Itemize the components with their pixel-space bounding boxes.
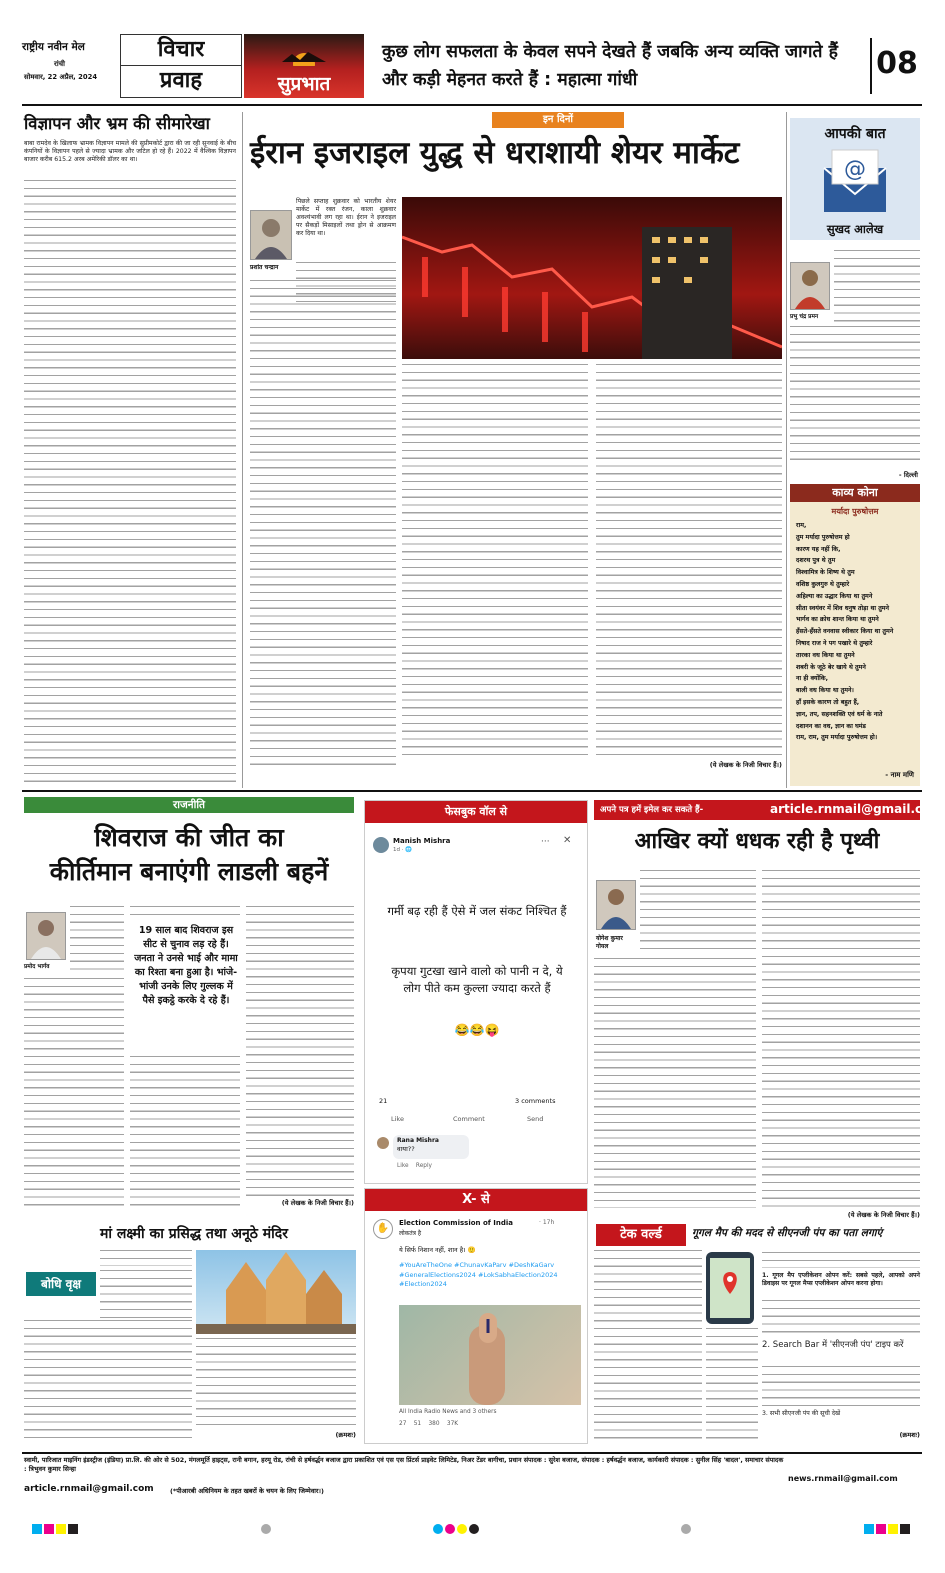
- masthead-rule: [22, 104, 922, 106]
- paper-name: राष्ट्रीय नवीन मेल: [22, 41, 85, 53]
- kavya-kona-title: काव्य कोना: [790, 484, 920, 502]
- x-handle: · 17h: [539, 1219, 555, 1226]
- city: रांची: [54, 60, 65, 68]
- sunrise-icon: [282, 44, 326, 66]
- x-stats[interactable]: 27 51 380 37K: [399, 1421, 459, 1427]
- fb-reply-actions[interactable]: Like Reply: [397, 1163, 432, 1169]
- poem-line: दशानन का वध, ज्ञान का घमंड: [796, 722, 866, 730]
- rajniti-headline-1: शिवराज की जीत का: [94, 823, 284, 852]
- letter-body-b: [790, 326, 920, 466]
- letter-writer-photo: [790, 262, 830, 310]
- suprabhat-title: सुप्रभात: [277, 73, 331, 95]
- temple-col1-c: [24, 1320, 192, 1440]
- earth-author: योगेश कुमार गोयल: [596, 935, 623, 950]
- letter-place: - दिल्ली: [898, 471, 918, 479]
- rajniti-col2-a: [130, 906, 240, 920]
- fb-user[interactable]: Manish Mishra: [393, 837, 451, 845]
- facebook-panel: [364, 800, 588, 1184]
- tech-col1-a: [594, 1250, 702, 1440]
- fb-send-button[interactable]: Send: [527, 1115, 544, 1123]
- x-footer: All India Radio News and 3 others: [399, 1409, 497, 1415]
- rajniti-note: (ये लेखक के निजी विचार हैं।): [281, 1199, 354, 1207]
- tech-phone-image: [706, 1252, 754, 1324]
- mid-rule: [22, 790, 922, 792]
- footer-email[interactable]: news.rnmail@gmail.com: [788, 1474, 898, 1483]
- fb-more-icon[interactable]: ···: [541, 837, 550, 847]
- fb-emoji: 😂😂😝: [454, 1023, 500, 1037]
- vichar-box: [120, 34, 242, 98]
- x-account[interactable]: Election Commission of India: [399, 1219, 513, 1227]
- x-hashtags[interactable]: #YouAreTheOne #ChunavKaParv #DeshKaGarv #GeneralElections2024 #LokSabhaElection2024 #Election2024: [399, 1261, 558, 1288]
- left-article-title: विज्ञापन और भ्रम की सीमारेखा: [24, 114, 210, 133]
- poem-line: निषाद राज ने पग पखारे थे तुम्हारे: [796, 639, 873, 647]
- left-article-body: [24, 180, 236, 783]
- rajniti-col2-b: [130, 1056, 240, 1206]
- temple-col1-b: [100, 1270, 192, 1318]
- fb-reply-user[interactable]: Rana Mishra: [397, 1137, 439, 1144]
- quote-divider: [870, 38, 872, 94]
- email-bar-prefix: अपने पत्र हमें इमेल कर सकते हैं-: [600, 805, 704, 815]
- rajniti-col3: [246, 906, 354, 1196]
- fb-reply-avatar[interactable]: [377, 1137, 389, 1149]
- footer-imprint: स्वामी, पारिजात माइनिंग इंडस्ट्रीज (इंडिया) प्रा.लि. की ओर से 502, मंगलमूर्ति हाइट्स, रानी बगान, हरमू रोड, रांची से हर्षवर्द्धन बजाज द्वारा प्रकाशित एवं एस एस प्रिंटर्स प्राइवेट लिमिटेड, निअर टेंडर बागीचा, प्रधान संपादक : सुरेश बजाज, संपादक : हर्षवर्द्धन बजाज, कार्यकारी संपादक : सुनील सिंह 'बादल', समाचार संपादक : त्रिभुवन कुमार सिन्हा: [24, 1456, 784, 1473]
- section-vichar: विचार: [157, 37, 205, 62]
- poem-line: तारका वध किया था तुमने: [796, 651, 855, 659]
- tech-point-3: 3. सभी सीएनजी पंप की सूची देखें: [762, 1410, 841, 1417]
- fb-close-icon[interactable]: ✕: [563, 835, 572, 846]
- main-opening: पिछले सप्ताह शुक्रवार को भारतीय शेयर मार्केट में रक्त रंजन, काला शुक्रवार अवश्यंभावी लग रहा था। ईरान ने इजराइल पर सैकड़ों मिसाइलों तथा ड्रोन से आक्रमण कर दिया था।: [296, 198, 396, 238]
- footer-rule: [22, 1452, 922, 1454]
- poem-line: तुम मर्यादा पुरुषोत्तम हो: [796, 533, 850, 541]
- bodhi-vriksh-label: बोधि वृक्ष: [26, 1272, 96, 1296]
- rajniti-author-photo: [26, 912, 66, 960]
- temple-col1-a: [100, 1250, 192, 1266]
- tech-point-1: 1. गूगल मैप एप्लीकेशन ओपन करें: सबसे पहले, आपको अपने डिवाइस पर गूगल मैप्स एप्लीकेशन ओपन करना होगा।: [762, 1272, 920, 1288]
- poem-line: हँसते-हँसते वनवास स्वीकार किया था तुमने: [796, 628, 894, 636]
- left-article-intro: बाबा रामदेव के खिलाफ भ्रामक विज्ञापन मामले की सुप्रीमकोर्ट द्वारा की जा रही सुनवाई के बीच कंपनियों के विज्ञापन पहले से ज्यादा भ्रामक और जटिल हो रहे हैं। 2022 में वैश्विक विज्ञापन बाजार करीब 615.2 अरब अमेरिकी डॉलर का था।: [24, 140, 236, 164]
- earth-col1-a: [640, 870, 756, 954]
- earth-col1-b: [594, 958, 756, 1208]
- email-bar: [594, 800, 943, 820]
- main-note: (ये लेखक के निजी विचार हैं।): [709, 761, 782, 769]
- tech-note: (क्रमशः): [899, 1431, 920, 1439]
- issue-date: सोमवार, 22 अप्रैल, 2024: [24, 73, 98, 81]
- poem-line: दशरथ पुत्र थे तुम: [796, 557, 836, 565]
- person-icon: [27, 913, 65, 959]
- fb-like-button[interactable]: Like: [391, 1115, 404, 1123]
- author-photo: [250, 210, 292, 260]
- letter-body-a: [834, 250, 920, 324]
- main-col1b-body: [250, 280, 396, 768]
- suprabhat-banner: [244, 34, 364, 98]
- tech-col1-b: [706, 1328, 758, 1440]
- main-col2-body: [402, 364, 588, 760]
- person-icon: [251, 211, 291, 259]
- kavya-kona-box: [790, 484, 920, 786]
- fb-reaction-count[interactable]: 21: [379, 1097, 388, 1105]
- main-col3-body: [596, 364, 782, 760]
- fb-post-line1: गर्मी बढ़ रही हैं ऐसे में जल संकट निश्चित हैं: [387, 904, 567, 918]
- poem-line: अहिल्या का उद्धार किया था तुमने: [796, 592, 873, 600]
- falling-chart-icon: [402, 197, 782, 359]
- poem-title: मर्यादा पुरुषोत्तम: [831, 507, 879, 516]
- temple-col2: [196, 1338, 356, 1430]
- earth-note: (ये लेखक के निजी विचार हैं।): [847, 1211, 920, 1219]
- fb-comment-button[interactable]: Comment: [453, 1115, 485, 1123]
- fb-reply-bubble: [393, 1135, 469, 1159]
- tech-col2-a: [762, 1252, 920, 1268]
- tech-label: टेक वर्ल्ड: [596, 1224, 686, 1246]
- main-headline: ईरान इजराइल युद्ध से धराशायी शेयर मार्केट: [250, 135, 740, 171]
- temple-image: [196, 1250, 356, 1334]
- tech-headline: गूगल मैप की मदद से सीएनजी पंप का पता लगाएं: [692, 1227, 883, 1239]
- aapki-baat-title: आपकी बात: [824, 126, 886, 142]
- x-tweet-text: ये सिर्फ निशान नहीं, शान है। 🙂: [399, 1246, 476, 1254]
- letter-writer-name: प्रभु चंद्र प्रमन: [790, 314, 819, 320]
- registration-marks: [22, 1520, 922, 1532]
- poet-name: - नाम मणि: [885, 771, 914, 779]
- x-tweet-image[interactable]: [399, 1305, 581, 1405]
- tech-col2-b: [762, 1300, 920, 1336]
- fb-avatar[interactable]: [373, 837, 389, 853]
- email-envelope-icon: [820, 148, 890, 214]
- poem-line: वशिष्ठ कुलगुरु थे तुम्हारे: [796, 580, 850, 588]
- rajniti-col1-b: [24, 978, 124, 1206]
- temple-icon: [196, 1250, 356, 1334]
- map-pin-icon: [706, 1252, 754, 1324]
- stock-chart-image: [402, 197, 782, 359]
- x-panel: [364, 1188, 588, 1444]
- gandhi-quote: कुछ लोग सफलता के केवल सपने देखते हैं जबकि अन्य व्यक्ति जागते हैं और कड़ी मेहनत करते हैं : महात्मा गांधी: [382, 42, 838, 90]
- rajniti-label: राजनीति: [24, 797, 354, 813]
- poem-line: राम,: [796, 522, 807, 529]
- rajniti-col1-a: [70, 906, 124, 976]
- rajniti-author: प्रमोद भार्गव: [24, 964, 50, 970]
- footer-prb-notice: (*पीआरबी अधिनियम के तहत खबरों के चयन के लिए जिम्मेवार।): [170, 1487, 324, 1495]
- poem-line: विश्वामित्र के शिष्य थे तुम: [796, 569, 855, 577]
- tech-col2-c: [762, 1366, 920, 1406]
- fb-comment-count[interactable]: 3 comments: [515, 1097, 556, 1105]
- temple-note: (क्रमशः): [335, 1431, 356, 1439]
- footer-article-email[interactable]: article.rnmail@gmail.com: [24, 1484, 154, 1494]
- poem-line: सीता स्वयंवर में शिव धनुष तोड़ा था तुमने: [796, 604, 890, 612]
- poem-lines: [790, 517, 920, 747]
- poem-line: कारण यह नहीं कि,: [796, 545, 841, 553]
- poem-line: हाँ इसके कारण तो बहुत हैं,: [796, 698, 860, 706]
- person-icon: [791, 263, 829, 309]
- earth-headline: आखिर क्यों धधक रही है पृथ्वी: [634, 829, 880, 854]
- in-dino-label: इन दिनों: [492, 112, 624, 128]
- section-pravah: प्रवाह: [121, 65, 241, 96]
- x-label: X- से: [365, 1189, 587, 1211]
- fb-post-line2: कृपया गुटखा खाने वालो को पानी न दे, ये लोग पीते कम कुल्ला ज्यादा करते हैं: [391, 964, 563, 995]
- poem-line: शबरी के जूठे बेर खाये थे तुमने: [796, 663, 866, 671]
- left-col-divider: [242, 112, 243, 788]
- email-bar-address[interactable]: article.rnmail@gmail.com: [770, 802, 943, 816]
- page-number: 08: [876, 46, 918, 81]
- temple-headline: मां लक्ष्मी का प्रसिद्ध तथा अनूठे मंदिर: [100, 1226, 288, 1242]
- poem-line: भार्गव का क्रोध शान्त किया था तुमने: [796, 616, 879, 624]
- main-author: प्रशांत चन्द्रान: [250, 264, 279, 271]
- earth-col2: [762, 870, 920, 1208]
- poem-line: बाली वध किया था तुमने।: [796, 687, 854, 695]
- sukhad-aalekh: सुखद आलेख: [826, 222, 884, 236]
- aapki-baat-box: [790, 118, 920, 240]
- fb-reply-text: वाया??: [397, 1145, 415, 1153]
- facebook-label: फेसबुक वॉल से: [365, 801, 587, 823]
- svg-text:@: @: [844, 157, 866, 182]
- tech-point-2: 2. Search Bar में 'सीएनजी पंप' टाइप करें: [762, 1340, 904, 1350]
- right-col-divider: [786, 112, 787, 788]
- color-registration-icon: [22, 1523, 922, 1535]
- x-sub: लोकतंत्र है: [399, 1230, 422, 1237]
- earth-author-photo: [596, 880, 636, 930]
- rajniti-pullquote: 19 साल बाद शिवराज इस सीट से चुनाव लड़ रहे हैं। जनता ने उनसे भाई और मामा का रिश्ता बना हुआ है। भांजे-भांजी उनके लिए गुल्लक में पैसे इकट्ठे करके दे रहे हैं।: [134, 925, 238, 1006]
- person-icon: [597, 881, 635, 929]
- poem-line: राम, राम, तुम मर्यादा पुरुषोत्तम हो।: [796, 734, 878, 742]
- poem-line: ज्ञान, तप, सहनशक्ति एवं धर्म के नाते: [796, 710, 883, 718]
- rajniti-headline-2: कीर्तिमान बनाएंगी लाडली बहनें: [49, 857, 329, 886]
- inked-finger-icon: [399, 1305, 581, 1405]
- poem-line: ना ही क्योंकि,: [796, 675, 828, 683]
- fb-time: 1d · 🌐: [393, 847, 413, 853]
- eci-logo-icon: ✋: [373, 1219, 393, 1239]
- masthead: [22, 32, 922, 102]
